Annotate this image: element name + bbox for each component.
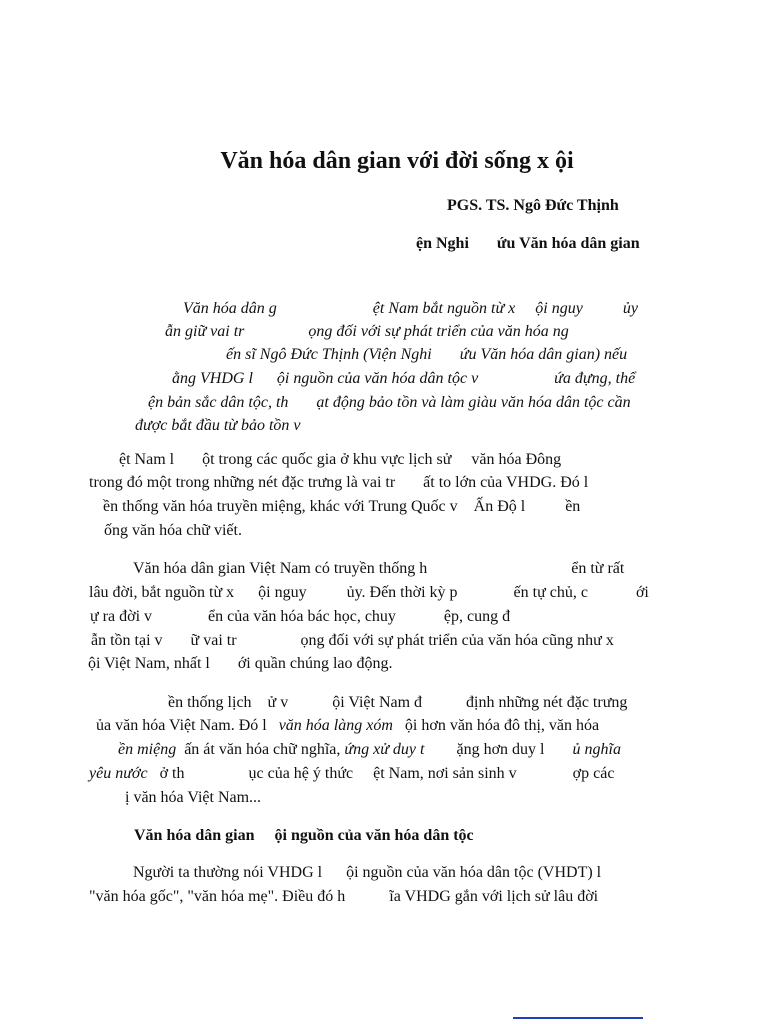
body-line: ẫn tồn tại v ữ vai tr ọng đối với sự phát triển của văn hóa cũng như x <box>91 632 614 649</box>
text-segment: ủa văn hóa Việt Nam. Đó l <box>96 717 279 734</box>
italic-segment: ứng xử duy t <box>344 741 425 758</box>
footer-link[interactable] <box>513 1017 643 1019</box>
body-line: ội Việt Nam, nhất l ới quần chúng lao động. <box>88 655 393 672</box>
italic-segment: văn hóa làng xóm <box>278 717 393 734</box>
italic-segment: ền miệng <box>118 741 177 758</box>
abstract-line: ẫn giữ vai tr ọng đối với sự phát triển của văn hóa ng <box>165 323 569 340</box>
body-line: ống văn hóa chữ viết. <box>104 522 242 539</box>
section-heading: Văn hóa dân gian ội nguồn của văn hóa dân tộc <box>134 827 474 844</box>
italic-segment: yêu nước <box>89 765 148 782</box>
body-line: ền thống lịch ử v ội Việt Nam đ định những nét đặc trưng <box>168 694 628 711</box>
text-segment: ở th ục của hệ ý thức ệt Nam, nơi sản sinh v ợp các <box>147 765 615 782</box>
body-line: lâu đời, bắt nguồn từ x ội nguy ủy. Đến thời kỳ p ến tự chủ, c ới <box>89 584 649 601</box>
document-title: Văn hóa dân gian với đời sống x ội <box>220 148 574 174</box>
body-line: ự ra đời v ển của văn hóa bác học, chuy ệp, cung đ <box>90 608 511 625</box>
abstract-line: được bắt đầu từ bảo tồn v <box>135 417 301 434</box>
text-segment: ặng hơn duy l <box>424 741 545 758</box>
author-line: PGS. TS. Ngô Đức Thịnh <box>447 197 619 214</box>
body-line: ền thống văn hóa truyền miệng, khác với Trung Quốc v Ấn Độ l ền <box>103 498 581 515</box>
body-line <box>118 739 621 761</box>
text-segment: ội hơn văn hóa đô thị, văn hóa <box>392 717 600 734</box>
text-segment: ấn át văn hóa chữ nghĩa, <box>176 741 345 758</box>
abstract-line: ến sĩ Ngô Đức Thịnh (Viện Nghi ứu Văn hóa dân gian) nếu <box>226 346 628 363</box>
body-line <box>96 715 599 737</box>
italic-segment: ủ nghĩa <box>544 741 621 758</box>
abstract-line: ằng VHDG l ội nguồn của văn hóa dân tộc v ứa đựng, thể <box>172 370 636 387</box>
body-line: ị văn hóa Việt Nam... <box>125 789 262 806</box>
abstract-line: Văn hóa dân g ệt Nam bắt nguồn từ x ội nguy ủy <box>183 300 638 317</box>
body-line: Văn hóa dân gian Việt Nam có truyền thống h ển từ rất <box>133 560 625 577</box>
body-line: trong đó một trong những nét đặc trưng là vai tr ất to lớn của VHDG. Đó l <box>89 474 589 491</box>
abstract-line: ện bản sắc dân tộc, th ạt động bảo tồn và làm giàu văn hóa dân tộc cần <box>148 394 631 411</box>
institute-line: ện Nghi ứu Văn hóa dân gian <box>416 235 640 252</box>
body-line: ệt Nam l ột trong các quốc gia ở khu vực lịch sử văn hóa Đông <box>119 451 562 468</box>
body-line: "văn hóa gốc", "văn hóa mẹ". Điều đó h ĩa VHDG gắn với lịch sử lâu đời <box>89 888 599 905</box>
body-line: Người ta thường nói VHDG l ội nguồn của văn hóa dân tộc (VHDT) l <box>133 864 602 881</box>
body-line <box>89 763 614 785</box>
